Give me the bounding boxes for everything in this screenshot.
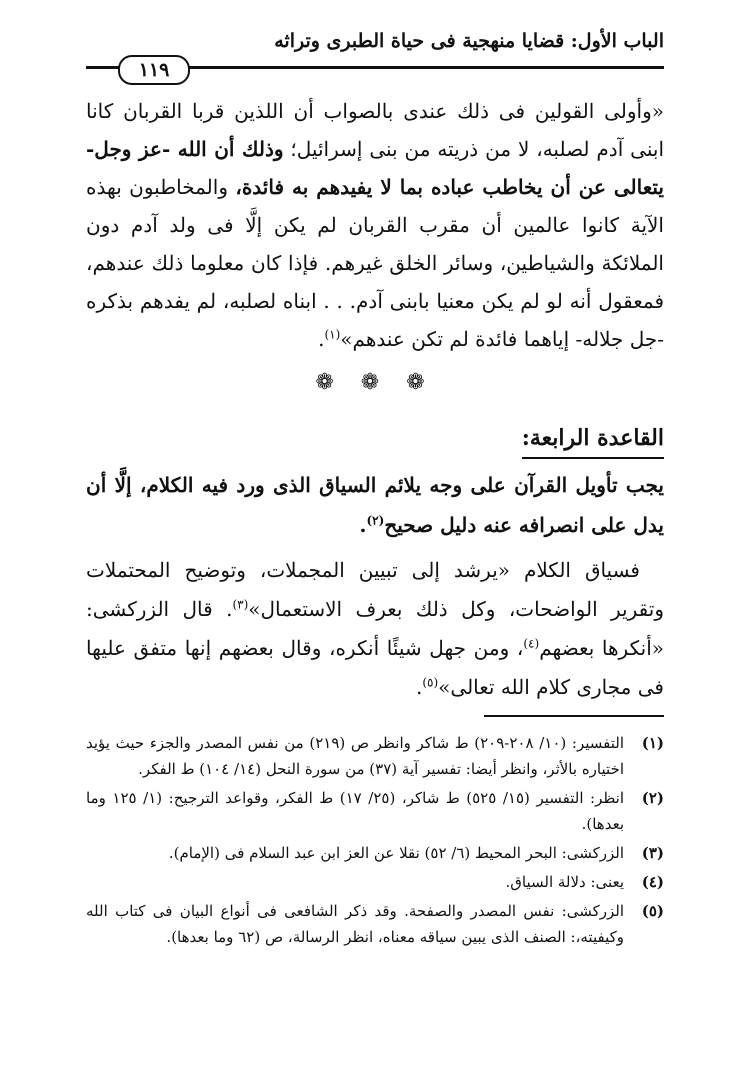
footnote-item: [86, 730, 664, 782]
footnote-number: (١): [641, 734, 664, 752]
running-header-title: الباب الأول: قضايا منهجية فى حياة الطبرى وتراثه: [274, 30, 664, 52]
rule-paragraph: [86, 465, 664, 545]
footnote-item: [86, 869, 664, 895]
main-text: [86, 92, 664, 707]
quote-end: .: [318, 327, 325, 351]
footnote-item: [86, 785, 664, 837]
footnote-text: الزركشى: نفس المصدر والصفحة. وقد ذكر الشافعى فى أنواع البيان فى كتاب الله وكيفيته،: الصنف الذى يبين سياقه معناه، انظر الرسالة، ص (٦٢ وما بعدها).: [86, 902, 624, 946]
rule-end: .: [359, 513, 367, 537]
footnote-item: [86, 898, 664, 950]
footnote-number: (٤): [641, 873, 664, 891]
footnote-text: التفسير: (١٠/ ٢٠٨-٢٠٩) ط شاكر وانظر ص (٢١٩) من نفس المصدر والجزء حيث يؤيد اختياره بالأثر، وانظر أيضا: تفسير آية (٣٧) من سورة النحل (١٤/ ١٠٤) ط الفكر.: [86, 734, 624, 778]
context-text-b: . قال الزركشى: «أنكرها بعضهم: [86, 597, 664, 660]
footnote-ref-2[interactable]: (٢): [366, 513, 385, 528]
footnote-text: انظر: التفسير (١٥/ ٥٢٥) ط شاكر، (٢٥/ ١٧) ط الفكر، وقواعد الترجيح: (١/ ١٢٥ وما بعدها).: [86, 789, 625, 833]
footnote-number: (٣): [641, 844, 664, 862]
section-separator-stars: ❁ ❁ ❁: [315, 370, 435, 395]
context-text-a: فسياق الكلام «يرشد إلى تبيين المجملات، وتوضيح المحتملات وتقرير الواضحات، وكل ذلك بعرف الاستعمال»: [86, 558, 664, 621]
heading-wrapper: [86, 411, 664, 465]
quote-text-bold: وذلك أن الله -عز وجل- يتعالى عن أن يخاطب عباده بما لا يفيدهم به فائدة،: [86, 137, 664, 199]
page-number: ١١٩: [118, 55, 190, 85]
section-heading: القاعدة الرابعة:: [522, 419, 664, 459]
quote-text-c: والمخاطبون بهذه الآية كانوا عالمين أن مقرب القربان لم يكن إلَّا فى ولد آدم دون الملائكة والشياطين، وسائر الخلق غيرهم. فإذا كان معلوما ذلك عندهم، فمعقول أنه لو لم يكن معنيا بابنى آدم. . . ابناه لصلبه، لم يفدهم بذكره -جل جلاله- إياهما فائدة لم تكن عندهم»: [86, 175, 664, 351]
context-end: .: [415, 675, 423, 699]
footnote-number: (٥): [641, 902, 664, 920]
footnotes: [86, 730, 664, 953]
context-paragraph: [86, 551, 664, 707]
quote-text-a: «وأولى القولين فى ذلك عندى بالصواب أن اللذين قربا القربان كانا ابنى آدم لصلبه، لا من ذريته من بنى إسرائيل؛: [86, 99, 664, 161]
footnote-number: (٢): [641, 789, 664, 807]
footnote-item: [86, 840, 664, 866]
footnote-ref-4[interactable]: (٤): [523, 636, 540, 651]
footnote-text: يعنى: دلالة السياق.: [505, 873, 624, 891]
footnote-separator: [484, 715, 664, 717]
context-text-c: ، ومن جهل شيئًا أنكره، وقال بعضهم إنها متفق عليها فى مجارى كلام الله تعالى»: [86, 636, 664, 699]
footnote-text: الزركشى: البحر المحيط (٦/ ٥٢) نقلا عن العز ابن عبد السلام فى (الإمام).: [168, 844, 624, 862]
footnote-ref-3[interactable]: (٣): [232, 597, 249, 612]
quote-paragraph: [86, 92, 664, 358]
footnote-ref-5[interactable]: (٥): [422, 675, 439, 690]
rule-text: يجب تأويل القرآن على وجه يلائم السياق الذى ورد فيه الكلام، إلَّا أن يدل على انصرافه عنه دليل صحيح: [86, 473, 664, 537]
footnote-ref-1[interactable]: (١): [324, 327, 341, 342]
